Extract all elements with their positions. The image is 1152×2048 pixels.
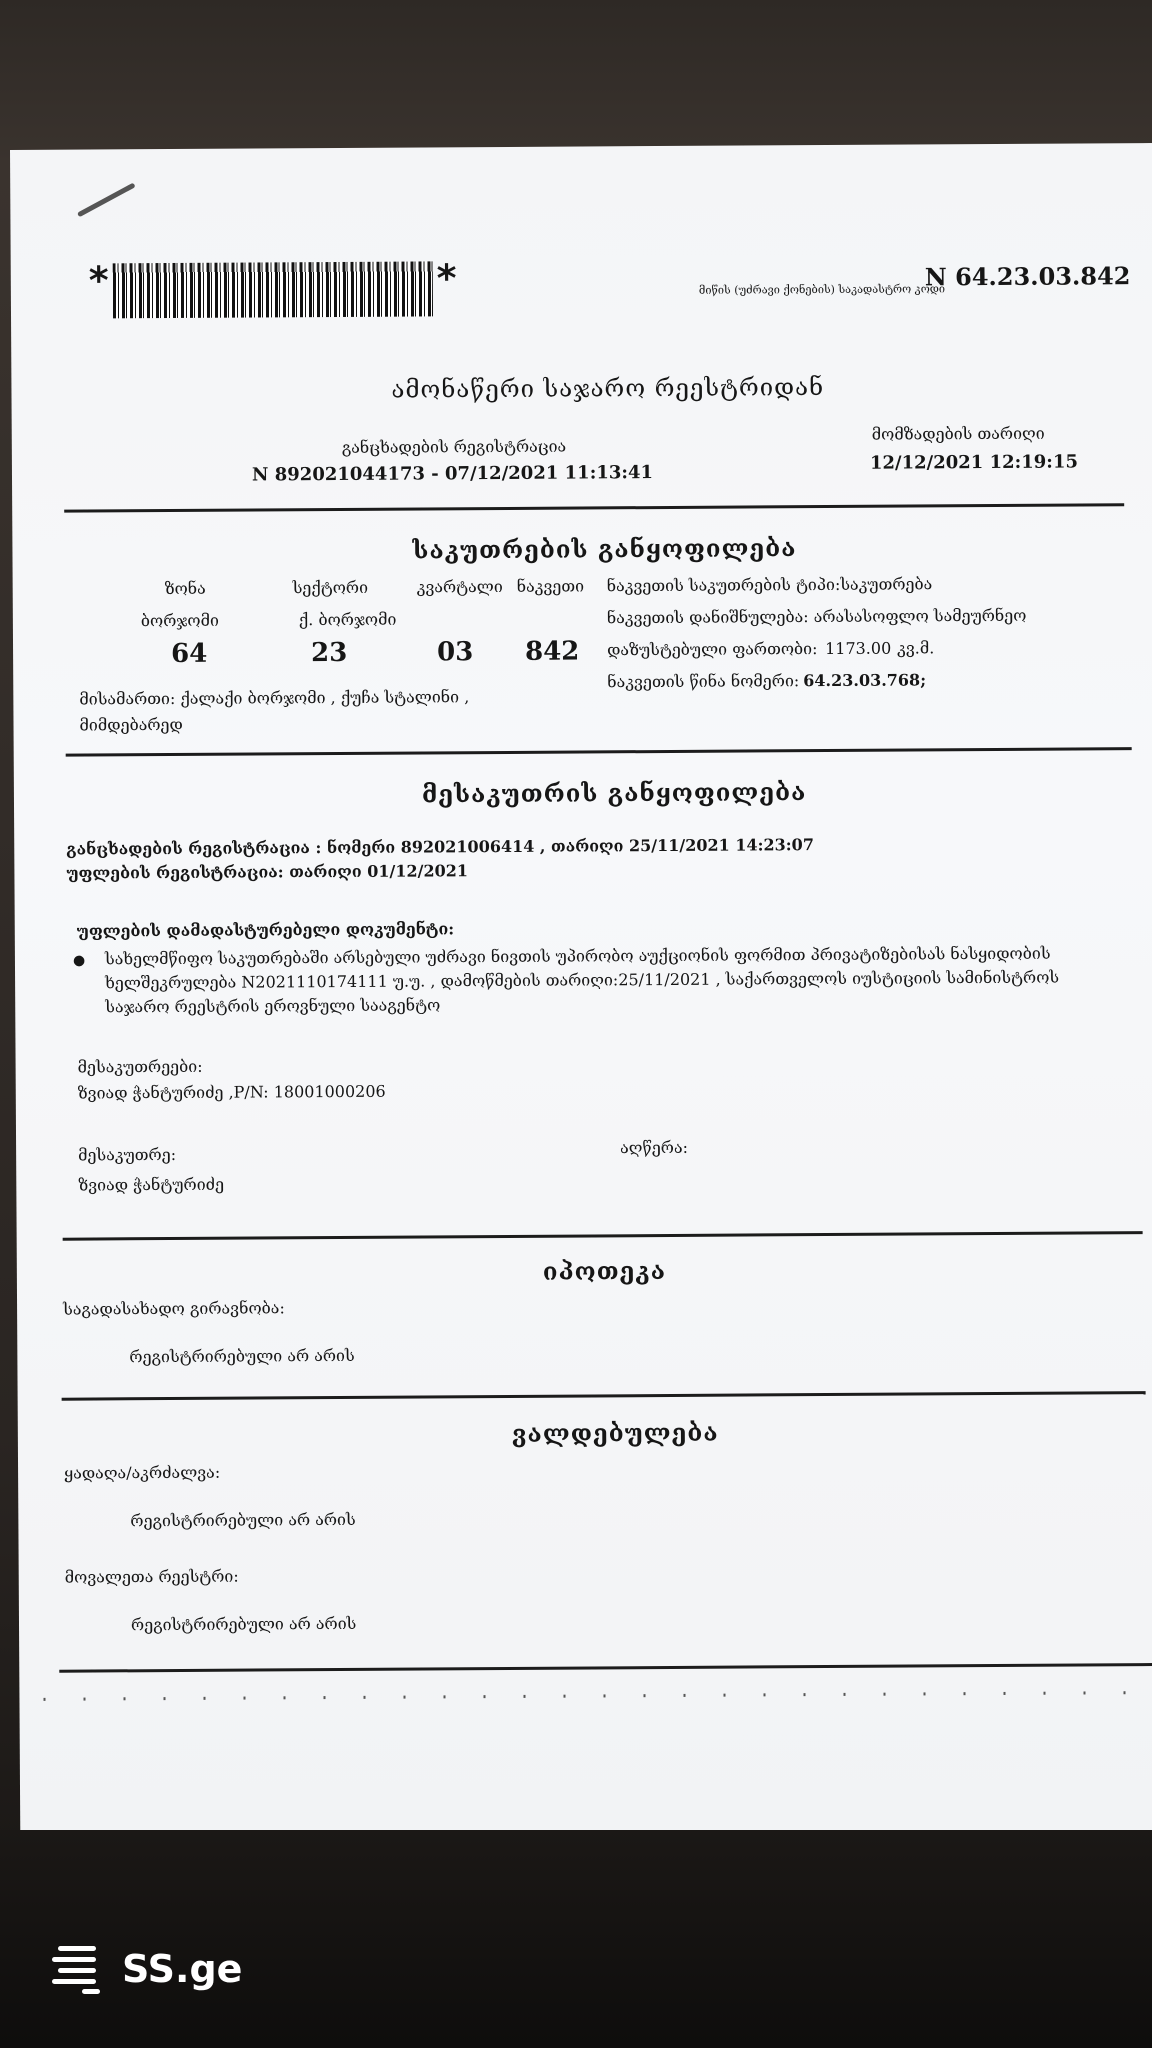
ss-logo-text: SS.ge (122, 1947, 243, 1991)
divider (63, 1231, 1143, 1241)
table-shadow (0, 1830, 1152, 2048)
divider (59, 1663, 1152, 1673)
ss-logo-icon (52, 1944, 110, 1994)
document-page (10, 143, 1152, 1840)
zone-number: 64 (170, 638, 208, 670)
document-line-2: ხელშეკრულება N2021110174111 უ.უ. , დამოწმების თარიღი:25/11/2021 , საქართველოს იუსტიციის სამინისტროს (105, 967, 1060, 993)
debtors-label: მოვალეთა რეესტრი: (64, 1566, 239, 1587)
barcode-star-right: * (436, 256, 457, 301)
application-value: N 892021044173 - 07/12/2021 11:13:41 (251, 462, 654, 486)
previous-number-value: 64.23.03.768; (803, 670, 927, 691)
sector-number: 23 (310, 637, 348, 669)
documents-label: უფლების დამადასტურებელი დოკუმენტი: (76, 919, 455, 941)
quarter-number: 03 (436, 637, 474, 668)
right-registration: უფლების რეგისტრაცია: თარიღი 01/12/2021 (66, 861, 469, 883)
prepared-value: 12/12/2021 12:19:15 (869, 451, 1079, 474)
tax-lien-label: საგადასახადო გირავნობა: (63, 1298, 285, 1319)
owners-label: მესაკუთრეები: (77, 1056, 203, 1077)
cadastral-code: N 64.23.03.842 (924, 261, 1131, 292)
description-label: აღწერა: (620, 1137, 689, 1158)
divider (62, 1391, 1146, 1401)
application-label: განცხადების რეგისტრაცია (341, 436, 567, 457)
zone-name: ბორჯომი (140, 610, 219, 631)
owner-label: მესაკუთრე: (78, 1145, 177, 1165)
address-continued: მიმდებარედ (79, 714, 183, 735)
prepared-label: მომზადების თარიღი (871, 423, 1045, 444)
section-title-mortgage: იპოთეკა (542, 1256, 667, 1286)
barcode-bars (113, 261, 433, 318)
owner-value: ზვიად ჭანტურიძე (78, 1174, 225, 1195)
section-title-property: საკუთრების განყოფილება (412, 533, 797, 565)
barcode (88, 256, 457, 321)
divider (64, 503, 1124, 512)
parcel-label: ნაკვეთი (516, 576, 585, 596)
sector-label: სექტორი (292, 577, 369, 598)
quarter-label: კვარტალი (416, 576, 503, 597)
ownership-type: ნაკვეთის საკუთრების ტიპი:საკუთრება (606, 574, 933, 596)
previous-number-label: ნაკვეთის წინა ნომერი: (607, 671, 800, 692)
owners-value: ზვიად ჭანტურიძე ,P/N: 18001000206 (77, 1081, 386, 1103)
section-title-obligations: ვალდებულება (511, 1417, 719, 1448)
tax-lien-value: რეგისტრირებული არ არის (129, 1345, 355, 1367)
document-title: ამონაწერი საჯარო რეესტრიდან (391, 373, 825, 404)
seizure-value: რეგისტრირებული არ არის (130, 1509, 356, 1531)
ss-logo (52, 1944, 242, 1994)
debtors-value: რეგისტრირებული არ არის (130, 1613, 357, 1635)
divider (66, 747, 1132, 757)
cadastral-code-label: მიწის (უძრავი ქონების) საკადასტრო კოდი (698, 282, 946, 297)
pen-mark (77, 183, 136, 218)
parcel-purpose: ნაკვეთის დანიშნულება: არასასოფლო სამეურნეო (606, 605, 1027, 628)
parcel-number: 842 (524, 636, 580, 667)
area-unit: კვ.მ. (897, 638, 935, 658)
document-line-1: სახელმწიფო საკუთრებაში არსებული უძრავი ნივთის უპირობო აუქციონის ფორმით პრივატიზებისას ნასყიდობის (104, 943, 1051, 969)
document-line-3: საჯარო რეესტრის ეროვნული სააგენტო (105, 995, 441, 1017)
area-label: დაზუსტებული ფართობი: (607, 639, 818, 660)
address: მისამართი: ქალაქი ბორჯომი , ქუჩა სტალინი , (79, 687, 470, 709)
owner-application: განცხადების რეგისტრაცია : ნომერი 892021006414 , თარიღი 25/11/2021 14:23:07 (66, 835, 814, 859)
cut-edge-marks (43, 1691, 1152, 1701)
area-value: 1173.00 (825, 638, 892, 659)
barcode-star-left: * (88, 258, 109, 303)
sector-name: ქ. ბორჯომი (298, 609, 397, 630)
bullet-icon: ● (72, 952, 86, 969)
zone-label: ზონა (164, 578, 206, 599)
seizure-label: ყადაღა/აკრძალვა: (64, 1462, 221, 1483)
section-title-owner: მესაკუთრის განყოფილება (421, 777, 807, 809)
